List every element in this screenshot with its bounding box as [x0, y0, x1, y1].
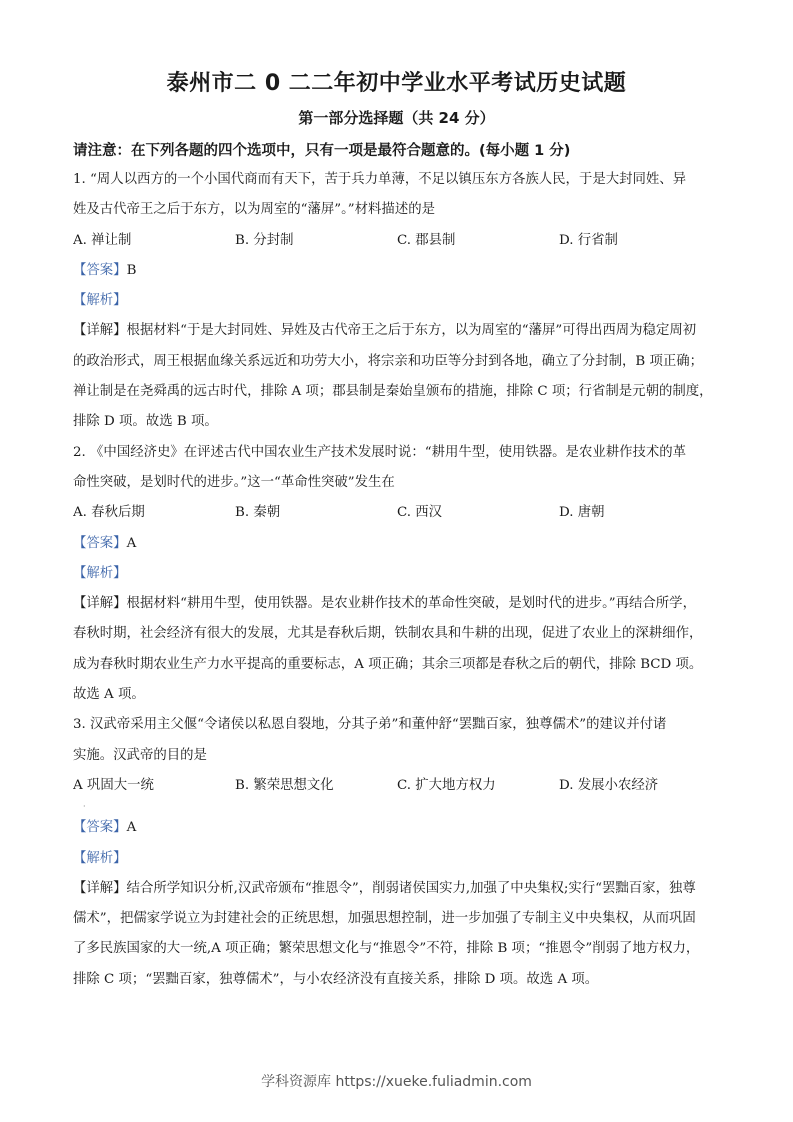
option-b: B. 繁荣思想文化: [235, 777, 334, 793]
detail-line: 儒术”，把儒家学说立为封建社会的正统思想，加强思想控制，进一步加强了专制主义中央集权，从而巩固: [73, 911, 696, 927]
detail-line: 故选 A 项。: [73, 687, 145, 703]
detail-line: 排除 D 项。故选 B 项。: [73, 414, 218, 430]
detail-line: 【详解】结合所学知识分析,汉武帝颁布“推恩令”，削弱诸侯国实力,加强了中央集权;实行“罢黜百家，独尊: [73, 880, 696, 896]
option-row: [73, 771, 721, 801]
detail-line: 成为春秋时期农业生产力水平提高的重要标志，A 项正确；其余三项都是春秋之后的朝代，排除 BCD 项。: [73, 656, 703, 672]
option-c: C. 郡县制: [397, 232, 456, 248]
option-c: C. 西汉: [397, 505, 443, 521]
stray-mark: ·: [83, 802, 86, 812]
detail-line: 了多民族国家的大一统,A 项正确；繁荣思想文化与“推恩令”不符，排除 B 项；“推恩令”削弱了地方权力，: [73, 941, 700, 957]
answer-line: [73, 813, 721, 843]
analysis-label: 【解析】: [73, 293, 127, 309]
option-row: [73, 498, 721, 528]
option-a: A 巩固大一统: [73, 777, 154, 793]
question-stem-line: 1. “周人以西方的一个小国代商而有天下，苦于兵力单薄，不足以镇压东方各族人民，于是大封同姓、异: [73, 172, 687, 187]
instructions-notice: 请注意：在下列各题的四个选项中，只有一项是最符合题意的。(每小题 1 分): [73, 143, 571, 159]
question-stem-line: 姓及古代帝王之后于东方，以为周室的“藩屏”。”材料描述的是: [73, 202, 435, 218]
detail-line: 禅让制是在尧舜禹的远古时代，排除 A 项；郡县制是秦始皇颁布的措施，排除 C 项；行省制是元朝的制度，: [73, 384, 713, 400]
question-stem-line: 命性突破，是划时代的进步。”这一“革命性突破”发生在: [73, 474, 395, 490]
answer-value: A: [126, 820, 137, 836]
answer-value: B: [126, 262, 137, 278]
question-stem-line: 3. 汉武帝采用主父偃“令诸侯以私恩自裂地，分其子弟”和董仲舒“罢黜百家，独尊儒术”的建议并付诸: [73, 717, 667, 733]
question-2: [73, 438, 721, 711]
answer-label: 【答案】: [73, 262, 127, 278]
option-d: D. 发展小农经济: [559, 777, 659, 793]
detail-line: 春秋时期，社会经济有很大的发展，尤其是春秋后期，铁制农具和牛耕的出现，促进了农业上的深耕细作，: [73, 626, 703, 642]
analysis-label: 【解析】: [73, 850, 127, 866]
question-stem-line: 实施。汉武帝的目的是: [73, 747, 207, 763]
detail-line: 【详解】根据材料“于是大封同姓、异姓及古代帝王之后于东方，以为周室的“藩屏”可得出西周为稳定周初: [73, 323, 697, 339]
analysis-label: 【解析】: [73, 565, 127, 581]
answer-line: [73, 529, 721, 559]
answer-label: 【答案】: [73, 820, 127, 836]
option-d: D. 唐朝: [559, 505, 605, 521]
option-d: D. 行省制: [559, 232, 618, 248]
option-b: B. 分封制: [235, 232, 294, 248]
detail-line: 【详解】根据材料“耕用牛型，使用铁器。是农业耕作技术的革命性突破，是划时代的进步。”再结合所学，: [73, 596, 696, 612]
question-stem-line: 2. 《中国经济史》在评述古代中国农业生产技术发展时说：“耕用牛型，使用铁器。是农业耕作技术的革: [73, 444, 687, 460]
detail-line: 的政治形式，周王根据血缘关系远近和功劳大小，将宗亲和功臣等分封到各地，确立了分封制，B 项正确；: [73, 353, 704, 369]
option-a: A. 禅让制: [73, 232, 132, 248]
option-row: [73, 226, 721, 256]
question-list: [73, 165, 721, 995]
footer-watermark: 学科资源库 https://xueke.fuliadmin.com: [261, 1074, 532, 1090]
detail-line: 排除 C 项；“罢黜百家，独尊儒术”，与小农经济没有直接关系，排除 D 项。故选 A 项。: [73, 971, 599, 987]
option-c: C. 扩大地方权力: [397, 777, 496, 793]
section-subtitle: 第一部分选择题（共 24 分）: [298, 109, 495, 127]
question-1: [73, 165, 721, 438]
question-3: [73, 710, 721, 995]
exam-title: 泰州市二 0 二二年初中学业水平考试历史试题: [166, 71, 627, 96]
answer-value: A: [126, 535, 137, 551]
answer-label: 【答案】: [73, 535, 127, 551]
option-a: A. 春秋后期: [73, 505, 145, 521]
option-b: B. 秦朝: [235, 505, 281, 521]
answer-line: [73, 256, 721, 286]
